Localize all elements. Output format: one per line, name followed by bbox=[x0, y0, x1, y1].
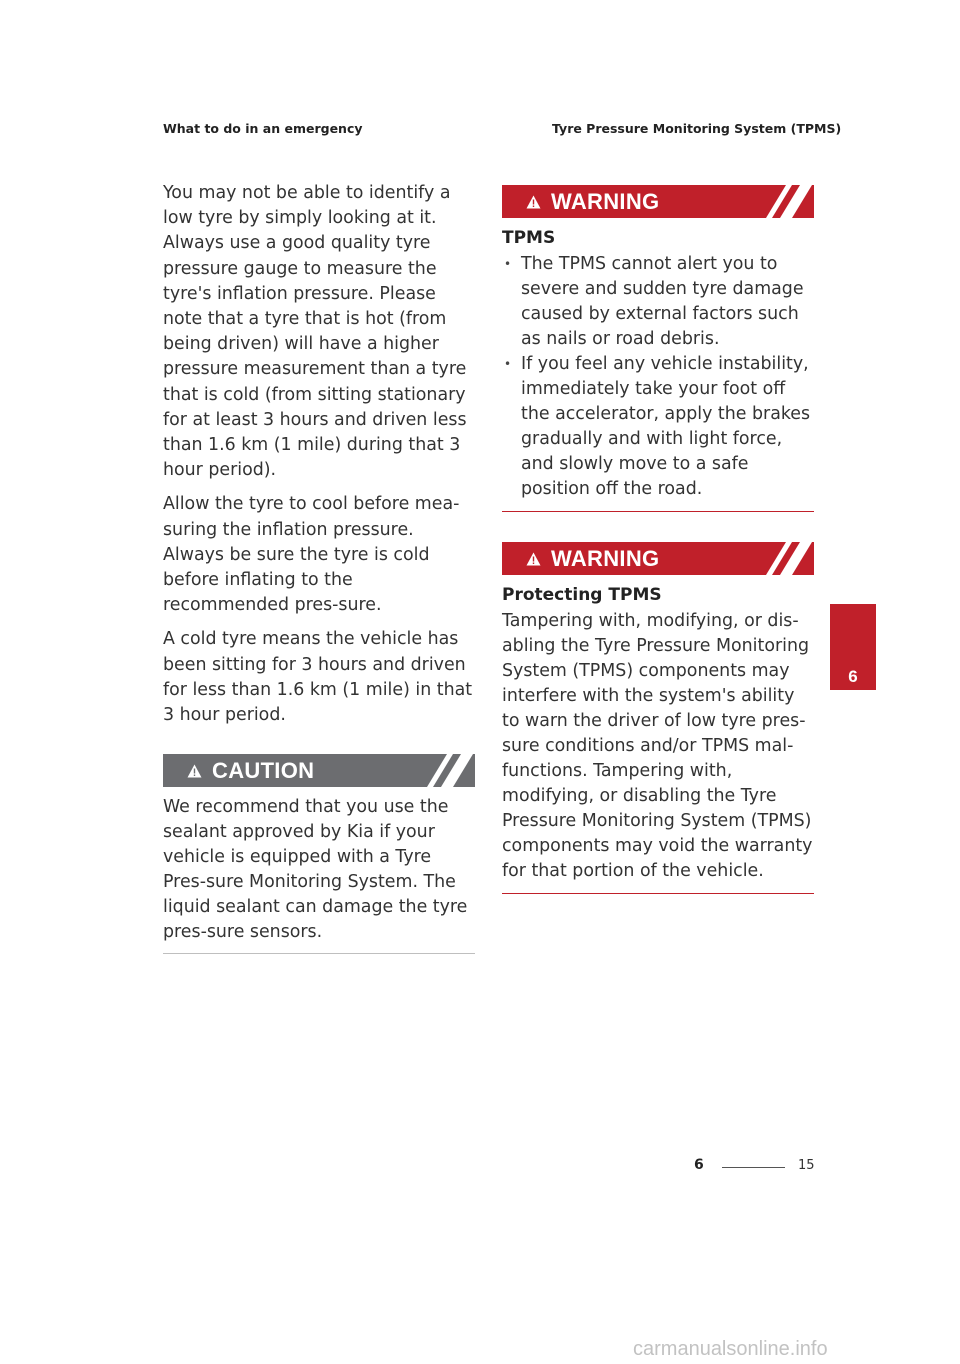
slash-stripes-icon bbox=[744, 542, 814, 575]
warning-header bbox=[502, 542, 814, 575]
warning-subtitle: TPMS bbox=[502, 228, 556, 248]
warning-subtitle: Protecting TPMS bbox=[502, 585, 662, 605]
warning-triangle-icon bbox=[526, 552, 541, 566]
warning-header bbox=[502, 185, 814, 218]
running-header-section: What to do in an emergency bbox=[163, 121, 363, 136]
warning-bullet-2: • If you feel any vehicle instability, immediately take your foot off the accelerator, apply the brakes gradually and with light force, and slowly move to a safe position off the road. bbox=[502, 352, 814, 502]
caution-label: CAUTION bbox=[212, 757, 315, 783]
chapter-tab-number: 6 bbox=[848, 667, 858, 686]
slash-stripes-icon bbox=[405, 754, 475, 787]
caution-triangle-icon bbox=[187, 764, 202, 778]
warning-label: WARNING bbox=[551, 188, 660, 214]
footer-divider bbox=[722, 1167, 785, 1168]
body-paragraph-1: You may not be able to identify a low tyre by simply looking at it. Always use a good quality tyre pressure gauge to measure the tyre's inflation pressure. Please note that a tyre that is hot (from being driven) will have a higher pressure measurement than a tyre that is cold (from sitting stationary for at least 3 hours and driven less than 1.6 km (1 mile) during that 3 hour period). bbox=[163, 183, 467, 481]
warning-box-protecting-tpms bbox=[502, 542, 814, 894]
right-column bbox=[502, 185, 814, 894]
watermark-text: carmanualsonline.info bbox=[633, 1338, 828, 1360]
warning-end-rule bbox=[502, 511, 814, 512]
warning-bullet-1: • The TPMS cannot alert you to severe and sudden tyre damage caused by external factors such as nails or road debris. bbox=[502, 252, 814, 352]
slash-stripes-icon bbox=[744, 185, 814, 218]
left-column bbox=[163, 181, 475, 954]
caution-header bbox=[163, 754, 475, 787]
caution-text: We recommend that you use the sealant approved by Kia if your vehicle is equipped with a Tyre Pres-sure Monitoring System. The liquid sealant can damage the tyre pres-sure sensors. bbox=[163, 797, 468, 943]
warning-label: WARNING bbox=[551, 545, 660, 571]
body-paragraph-2: Allow the tyre to cool before mea-suring the inflation pressure. Always be sure the tyre is cold before inflating to the recommended pres-sure. bbox=[163, 494, 460, 616]
footer-page-number: 15 bbox=[798, 1158, 815, 1173]
warning-bullet-list bbox=[502, 252, 814, 502]
warning-box-tpms bbox=[502, 185, 814, 512]
caution-end-rule bbox=[163, 953, 475, 954]
warning-text: Tampering with, modifying, or dis-abling the Tyre Pressure Monitoring System (TPMS) components may interfere with the system's ability to warn the driver of low tyre pres-sure conditions and/or TPMS mal-functions. Tampering with, modifying, or disabling the Tyre Pressure Monitoring System (TPMS) components may void the warranty for that portion of the vehicle. bbox=[502, 611, 813, 881]
caution-box bbox=[163, 754, 475, 954]
warning-triangle-icon bbox=[526, 195, 541, 209]
body-paragraph-3: A cold tyre means the vehicle has been sitting for 3 hours and driven for less than 1.6 km (1 mile) in that 3 hour period. bbox=[163, 629, 473, 726]
running-header-topic: Tyre Pressure Monitoring System (TPMS) bbox=[552, 121, 842, 136]
warning-end-rule bbox=[502, 893, 814, 894]
footer-chapter-number: 6 bbox=[694, 1157, 704, 1173]
